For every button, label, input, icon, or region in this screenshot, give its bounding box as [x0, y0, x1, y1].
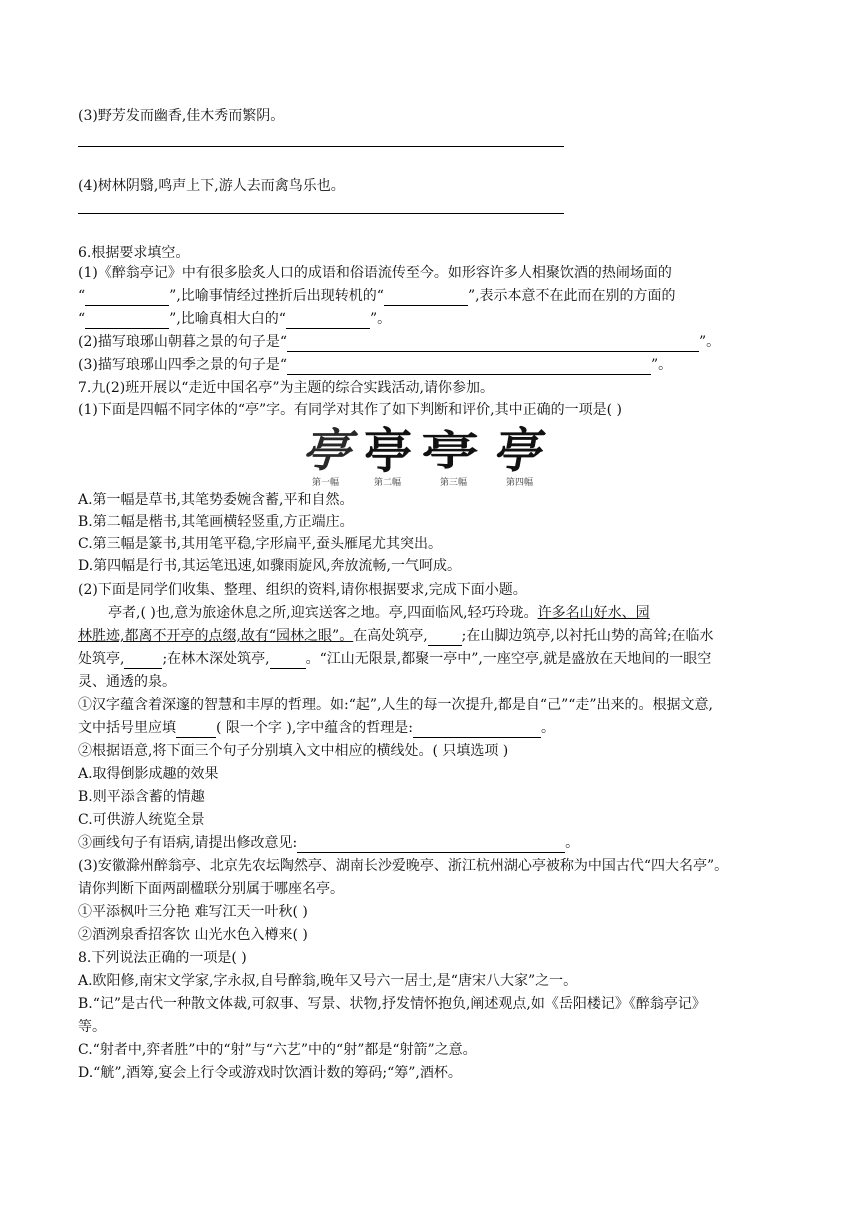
q6-text: (3)描写琅琊山四季之景的句子是“: [78, 357, 287, 373]
q6-text: ”。: [699, 334, 721, 350]
q6-text: ”。: [369, 311, 392, 327]
fill-blank[interactable]: [270, 653, 306, 669]
glyph-running: 亭: [491, 423, 549, 479]
passage-line-4: 灵、通透的泉。: [78, 674, 176, 690]
q7-text: 。: [565, 835, 580, 851]
q6-part1-line1: (1)《醉翁亭记》中有很多脍炙人口的成语和俗语流传至今。如形容许多人相聚饮酒的热闹场面的: [78, 265, 672, 281]
q6-part3: [78, 355, 672, 375]
q7-sub2: ②根据语意,将下面三个句子分别填入文中相应的横线处。( 只填选项 ): [78, 743, 509, 759]
fill-blank[interactable]: [124, 653, 162, 669]
q6-title: 6.根据要求填空。: [78, 245, 190, 261]
passage-text: 处筑亭,: [78, 651, 125, 667]
fill-blank[interactable]: [287, 336, 699, 352]
q6-part1-line3: [78, 309, 391, 329]
q7-part1: (1)下面是四幅不同字体的“亭”字。有同学对其作了如下判断和评价,其中正确的一项是( ): [78, 402, 622, 418]
ting-character-fonts-image: [297, 423, 560, 488]
q7-sub2-option-c: C.可供游人统览全景: [78, 812, 205, 828]
fill-blank[interactable]: [176, 722, 216, 738]
q6-part1-line2: [78, 286, 676, 306]
glyph-caption-2: 第二幅: [374, 478, 402, 488]
passage-text: 在高处筑亭,: [353, 628, 428, 644]
q5-item-4: (4)树林阴翳,鸣声上下,游人去而禽鸟乐也。: [78, 178, 345, 194]
answer-line[interactable]: [78, 213, 564, 214]
q5-item-3: (3)野芳发而幽香,佳木秀而繁阴。: [78, 108, 285, 124]
q7-sub2-option-b: B.则平添含蓄的情趣: [78, 789, 205, 805]
glyph-regular: 亭: [364, 423, 413, 479]
q7-option-d[interactable]: D.第四幅是行书,其运笔迅速,如骤雨旋风,奔放流畅,一气呵成。: [78, 558, 461, 574]
q7-sub1-line2: [78, 718, 555, 738]
q7-option-c[interactable]: C.第三幅是篆书,其用笔平稳,字形扁平,蚕头雁尾尤其突出。: [78, 536, 443, 552]
q7-text: ( 限一个字 ),字中蕴含的哲理是:: [216, 720, 413, 736]
q7-option-b[interactable]: B.第二幅是楷书,其笔画横轻竖重,方正端庄。: [78, 514, 354, 530]
quote-mark: “: [78, 311, 86, 327]
q8-option-b-line2[interactable]: 等。: [78, 1019, 106, 1035]
passage-line-1: [108, 603, 650, 623]
q7-title: 7.九(2)班开展以“走近中国名亭”为主题的综合实践活动,请你参加。: [78, 380, 494, 396]
q7-option-a[interactable]: A.第一幅是草书,其笔势委婉含蓄,平和自然。: [78, 492, 354, 508]
glyph-caption-3: 第三幅: [440, 478, 468, 488]
q8-option-c[interactable]: C.“射者中,弈者胜”中的“射”与“六艺”中的“射”都是“射箭”之意。: [78, 1042, 477, 1058]
q7-sub2-option-a: A.取得倒影成趣的效果: [78, 766, 219, 782]
q7-sub3: [78, 833, 579, 853]
glyph-cursive: 亭: [297, 424, 363, 478]
q8-option-d[interactable]: D.“觥”,酒筹,宴会上行令或游戏时饮酒计数的筹码;“筹”,酒杯。: [78, 1065, 462, 1081]
q6-text: (2)描写琅琊山朝暮之景的句子是“: [78, 334, 287, 350]
q6-text: ”,比喻事情经过挫折后出现转机的“: [169, 288, 384, 304]
fill-blank[interactable]: [413, 722, 541, 738]
q7-part3-line2: 请你判断下面两副楹联分别属于哪座名亭。: [78, 881, 344, 897]
fill-blank[interactable]: [297, 837, 565, 853]
q7-sub1-line1: ①汉字蕴含着深邃的智慧和丰厚的哲理。如:“起”,人生的每一次提升,都是自“己”“走”出来的。根据文意,: [78, 697, 714, 713]
passage-text: ;在山脚边筑亭,以衬托山势的高耸;在临水: [461, 628, 714, 644]
quote-mark: “: [78, 288, 86, 304]
q8-option-b-line1[interactable]: B.“记”是古代一种散文体裁,可叙事、写景、状物,抒发情怀抱负,阐述观点,如《岳阳楼记》《醉翁亭记》: [78, 996, 706, 1012]
q7-text: ③画线句子有语病,请提出修改意见:: [78, 835, 298, 851]
q7-text: 文中括号里应填: [78, 720, 176, 736]
couplet-2: ②酒洌泉香招客饮 山光水色入樽来( ): [78, 927, 308, 943]
glyph-caption-1: 第一幅: [312, 478, 340, 488]
passage-text: ;在林木深处筑亭,: [162, 651, 270, 667]
q6-text: ”。: [651, 357, 673, 373]
q8-option-a[interactable]: A.欧阳修,南宋文学家,字永叔,自号醉翁,晚年又号六一居士,是“唐宋八大家”之一。: [78, 973, 578, 989]
q7-part2: (2)下面是同学们收集、整理、组织的资料,请你根据要求,完成下面小题。: [78, 582, 527, 598]
q8-title: 8.下列说法正确的一项是( ): [78, 950, 247, 966]
fill-blank[interactable]: [85, 313, 169, 329]
fill-blank[interactable]: [85, 290, 169, 306]
fill-blank[interactable]: [286, 313, 370, 329]
passage-line-2: [78, 626, 714, 646]
glyph-seal: 亭: [421, 427, 479, 475]
fill-blank[interactable]: [287, 359, 651, 375]
q7-text: 。: [541, 720, 555, 736]
passage-line-3: [78, 649, 711, 669]
couplet-1: ①平添枫叶三分艳 难写江天一叶秋( ): [78, 904, 308, 920]
passage-text: 。“江山无限景,都聚一亭中”,一座空亭,就是盛放在天地间的一眼空: [305, 651, 712, 667]
q6-text: ”,表示本意不在此而在别的方面的: [467, 288, 676, 304]
q7-part3-line1: (3)安徽滁州醉翁亭、北京先农坛陶然亭、湖南长沙爱晚亭、浙江杭州湖心亭被称为中国古代“四大名亭”。: [78, 858, 729, 874]
underlined-sentence: 林胜迹,都离不开亭的点缀,故有“园林之眼”。: [78, 628, 354, 644]
passage-text: 亭者,( )也,意为旅途休息之所,迎宾送客之地。亭,四面临风,轻巧玲珑。: [108, 605, 538, 621]
fill-blank[interactable]: [428, 630, 462, 646]
fill-blank[interactable]: [384, 290, 468, 306]
glyph-caption-4: 第四幅: [506, 478, 534, 488]
q6-text: ”,比喻真相大白的“: [169, 311, 286, 327]
q6-part2: [78, 332, 720, 352]
answer-line[interactable]: [78, 146, 564, 147]
underlined-sentence: 许多名山好水、园: [537, 605, 650, 621]
